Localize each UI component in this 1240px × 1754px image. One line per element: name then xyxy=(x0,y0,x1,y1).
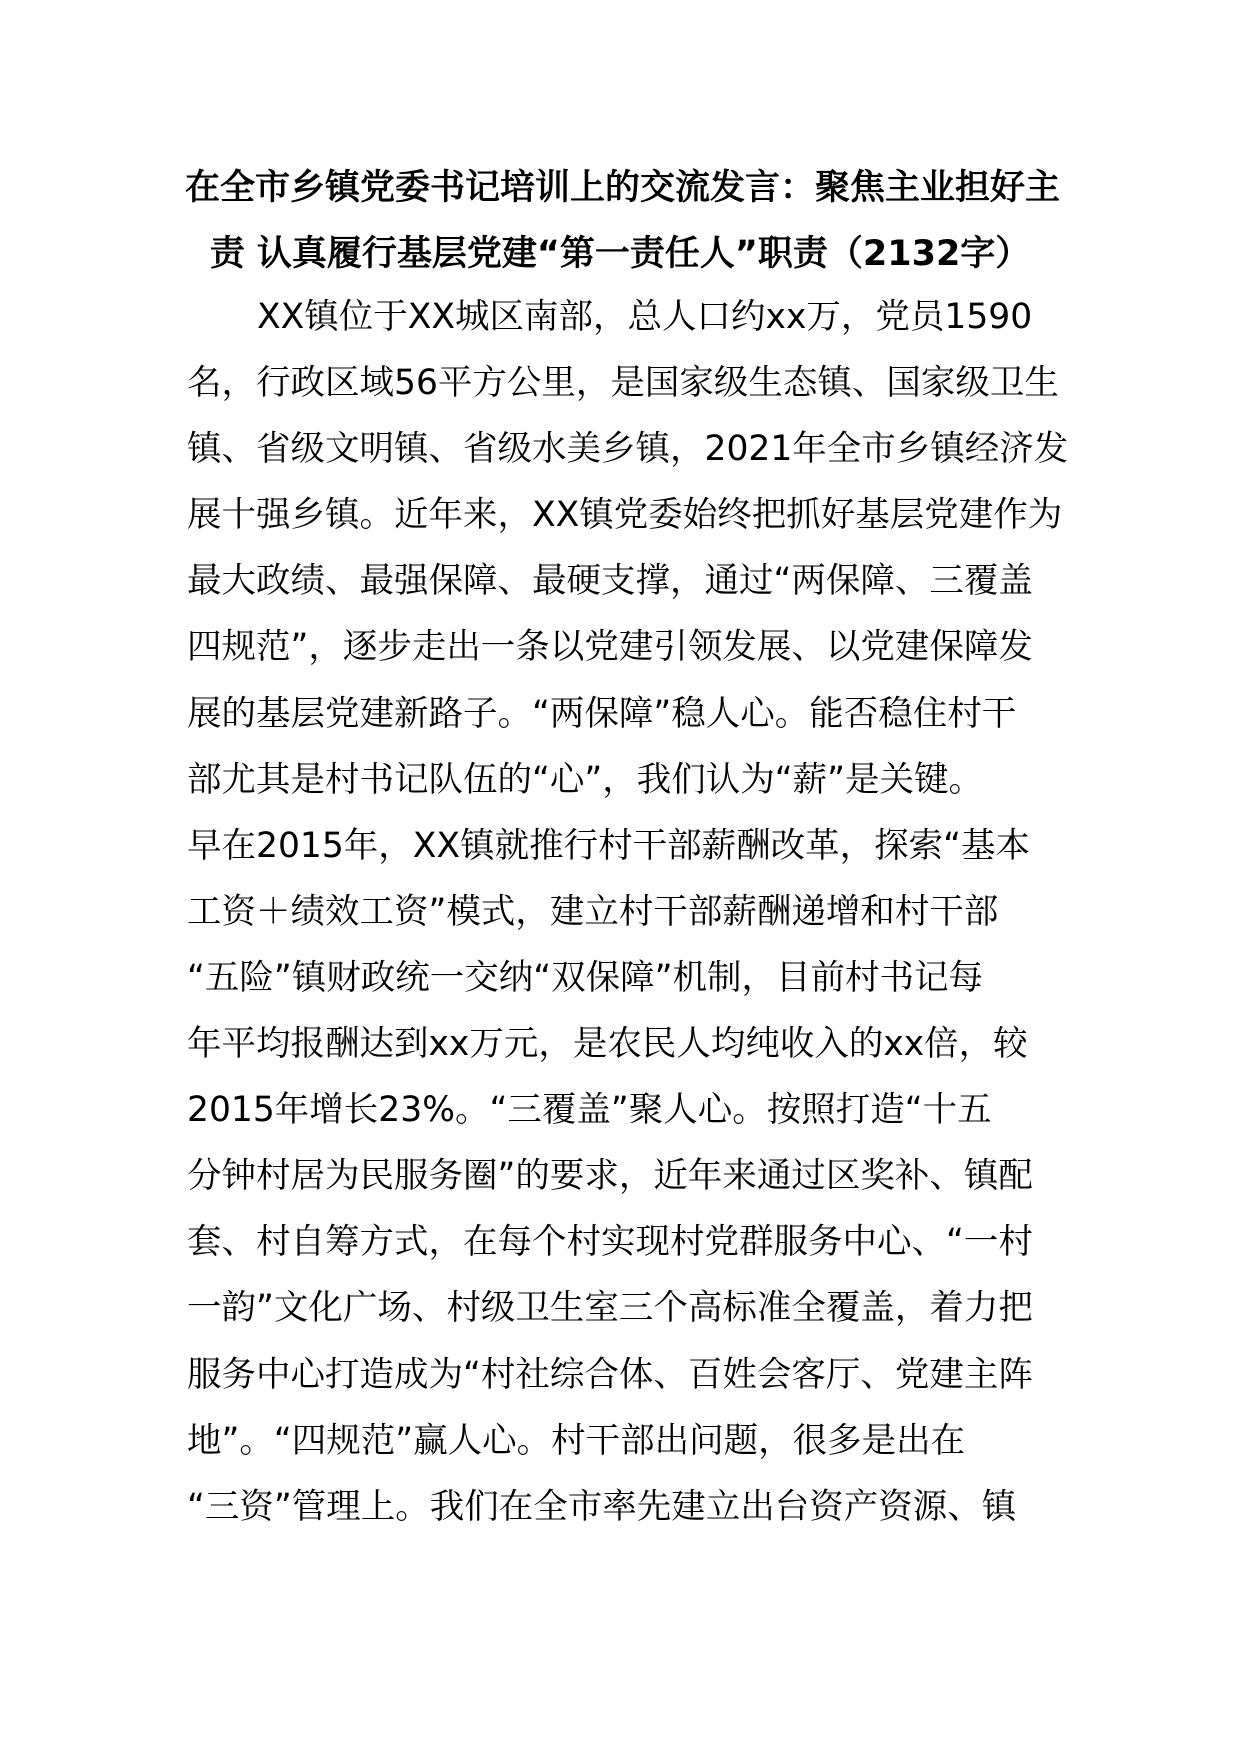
body-line: 分钟村居为民服务圈”的要求，近年来通过区奖补、镇配 xyxy=(187,1156,1033,1197)
body-line: 部尤其是村书记队伍的“心”，我们认为“薪”是关键。 xyxy=(187,759,983,800)
title-line-1: 在全市乡镇党委书记培训上的交流发言：聚焦主业担好主 xyxy=(185,168,1061,208)
document-body xyxy=(187,284,1067,1540)
body-line: 套、村自筹方式，在每个村实现村党群服务中心、“一村 xyxy=(187,1222,1033,1263)
body-line: 2015年增长23%。“三覆盖”聚人心。按照打造“十五 xyxy=(187,1090,992,1131)
body-line: 年平均报酬达到xx万元，是农民人均纯收入的xx倍，较 xyxy=(187,1024,1028,1065)
body-line: 展的基层党建新路子。“两保障”稳人心。能否稳住村干 xyxy=(187,693,1017,734)
body-line: 地”。“四规范”赢人心。村干部出问题，很多是出在 xyxy=(187,1420,966,1461)
body-line: XX镇位于XX城区南部，总人口约xx万，党员1590 xyxy=(257,297,1033,337)
body-line: 服务中心打造成为“村社综合体、百姓会客厅、党建主阵 xyxy=(187,1354,1033,1395)
document-title xyxy=(185,155,1061,287)
body-line: 工资＋绩效工资”模式，建立村干部薪酬递增和村干部 xyxy=(187,891,999,932)
body-line: 四规范”，逐步走出一条以党建引领发展、以党建保障发 xyxy=(187,627,1033,668)
body-line: 展十强乡镇。近年来，XX镇党委始终把抓好基层党建作为 xyxy=(187,495,1063,536)
body-line: 早在2015年，XX镇就推行村干部薪酬改革，探索“基本 xyxy=(187,825,1030,866)
title-line-2: 责 认真履行基层党建“第一责任人”职责（2132字） xyxy=(209,234,1031,274)
body-line: 名，行政区域56平方公里，是国家级生态镇、国家级卫生 xyxy=(187,363,1059,404)
body-line: “五险”镇财政统一交纳“双保障”机制，目前村书记每 xyxy=(187,957,983,998)
body-line: “三资”管理上。我们在全市率先建立出台资产资源、镇 xyxy=(187,1486,1017,1527)
body-line: 最大政绩、最强保障、最硬支撑，通过“两保障、三覆盖 xyxy=(187,561,1033,602)
body-line: 一韵”文化广场、村级卫生室三个高标准全覆盖，着力把 xyxy=(187,1288,1033,1329)
body-line: 镇、省级文明镇、省级水美乡镇，2021年全市乡镇经济发 xyxy=(187,429,1069,470)
